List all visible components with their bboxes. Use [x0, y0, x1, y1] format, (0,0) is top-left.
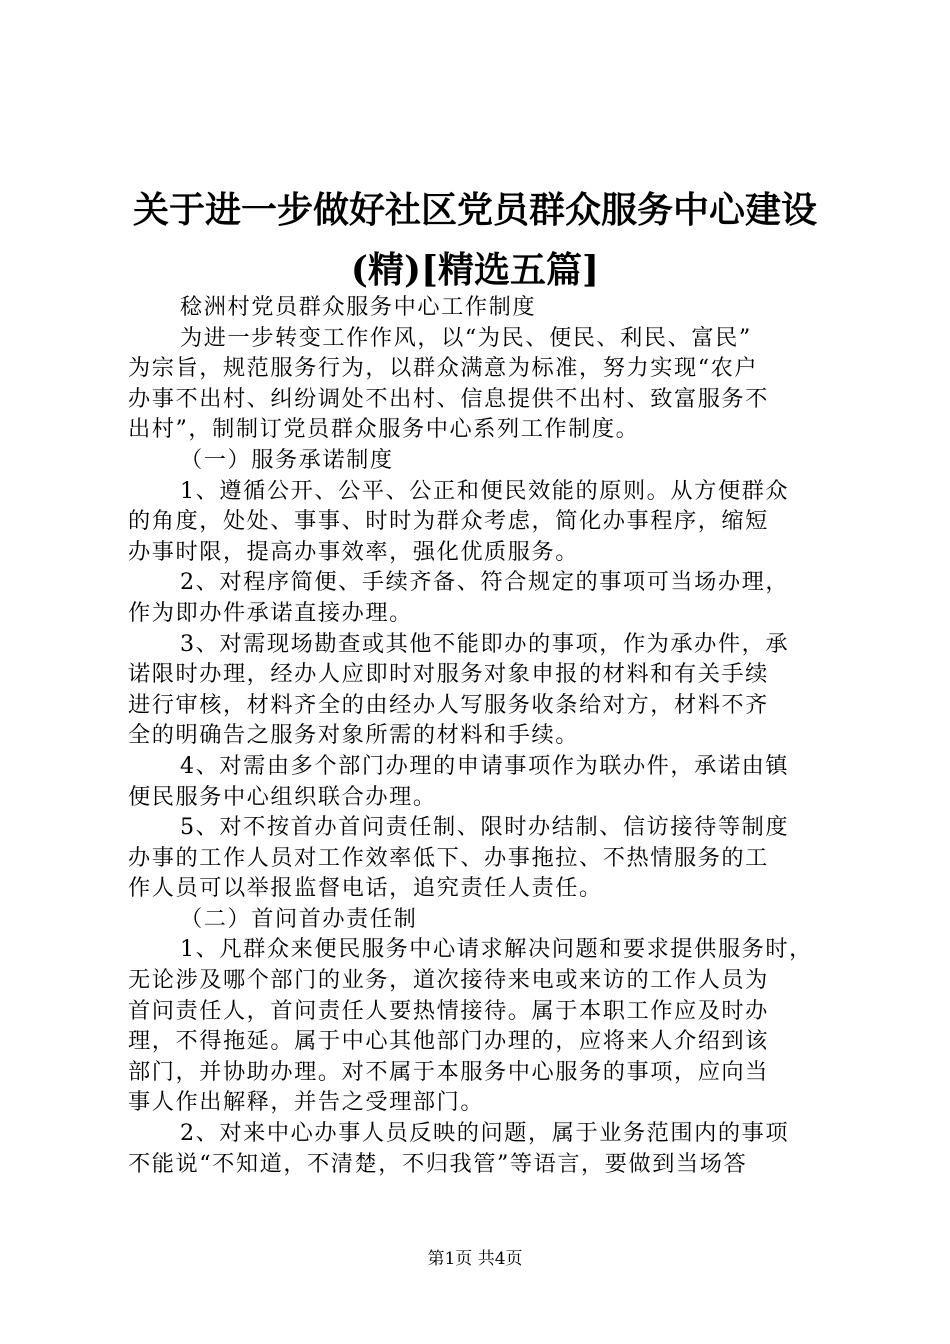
document-title-line-2: (精)[精选五篇] [350, 249, 600, 291]
text-line: 3、对需现场勘查或其他不能即办的事项，作为承办件，承 [180, 630, 790, 657]
text-line: 出村”，制制订党员群众服务中心系列工作制度。 [128, 416, 640, 443]
text-line: 事人作出解释，并告之受理部门。 [128, 1089, 485, 1116]
text-line: 诺限时办理，经办人应即时对服务对象申报的材料和有关手续 [128, 661, 769, 688]
text-line: 2、对程序简便、手续齐备、符合规定的事项可当场办理， [180, 569, 790, 596]
text-line: 办事时限，提高办事效率，强化优质服务。 [128, 538, 580, 565]
text-line: 作为即办件承诺直接办理。 [128, 599, 413, 626]
text-line: 1、遵循公开、公平、公正和便民效能的原则。从方便群众 [180, 477, 790, 504]
text-line: 2、对来中心办事人员反映的问题，属于业务范围内的事项 [180, 1120, 790, 1147]
text-line: 稔洲村党员群众服务中心工作制度 [180, 294, 537, 320]
text-line: 为宗旨，规范服务行为，以群众满意为标准，努力实现“农户 [128, 355, 759, 382]
document-body [128, 292, 838, 1179]
text-line: （一）服务承诺制度 [180, 446, 394, 473]
text-line: 无论涉及哪个部门的业务，道次接待来电或来访的工作人员为 [128, 967, 769, 994]
page-footer: 第1页 共4页 [427, 1249, 523, 1269]
text-line: 4、对需由多个部门办理的申请事项作为联办件，承诺由镇 [180, 752, 790, 779]
text-line: 的角度，处处、事事、时时为群众考虑，简化办事程序，缩短 [128, 508, 769, 535]
text-line: 全的明确告之服务对象所需的材料和手续。 [128, 722, 580, 749]
text-line: 办事的工作人员对工作效率低下、办事拖拉、不热情服务的工 [128, 844, 769, 871]
text-line: 为进一步转变工作作风，以“为民、便民、利民、富民” [180, 324, 752, 351]
text-line: 便民服务中心组织联合办理。 [128, 783, 437, 810]
text-line: 部门，并协助办理。对不属于本服务中心服务的事项，应向当 [128, 1058, 769, 1085]
text-line: 理，不得拖延。属于中心其他部门办理的，应将来人介绍到该 [128, 1028, 769, 1055]
document-title-line-1: 关于进一步做好社区党员群众服务中心建设 [132, 189, 817, 231]
text-line: 作人员可以举报监督电话，追究责任人责任。 [128, 875, 603, 902]
text-line: 不能说“不知道，不清楚，不归我管”等语言，要做到当场答 [128, 1150, 748, 1177]
text-line: 首问责任人，首问责任人要热情接待。属于本职工作应及时办 [128, 997, 769, 1024]
text-line: 办事不出村、纠纷调处不出村、信息提供不出村、致富服务不 [128, 385, 769, 412]
text-line: 5、对不按首办首问责任制、限时办结制、信访接待等制度 [180, 814, 790, 841]
text-line: （二）首问首办责任制 [180, 905, 418, 932]
text-line: 进行审核，材料齐全的由经办人写服务收条给对方，材料不齐 [128, 691, 769, 718]
text-line: 1、凡群众来便民服务中心请求解决问题和要求提供服务时， [180, 936, 813, 963]
